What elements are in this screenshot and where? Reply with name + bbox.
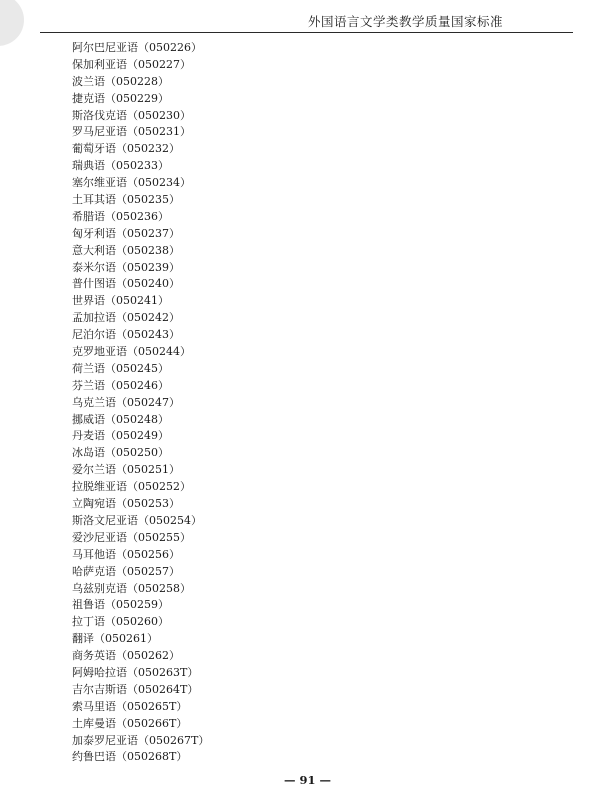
list-item: 吉尔吉斯语（050264T）	[72, 682, 199, 696]
list-item: 阿姆哈拉语（050263T）	[72, 665, 199, 679]
list-item: 马耳他语（050256）	[72, 547, 180, 561]
list-item: 匈牙利语（050237）	[72, 226, 180, 240]
list-item: 意大利语（050238）	[72, 243, 180, 257]
list-item: 保加利亚语（050227）	[72, 57, 191, 71]
list-item: 乌克兰语（050247）	[72, 395, 180, 409]
list-item: 立陶宛语（050253）	[72, 497, 180, 511]
list-item: 丹麦语（050249）	[72, 429, 169, 443]
list-item: 拉丁语（050260）	[72, 615, 169, 629]
list-item: 约鲁巴语（050268T）	[72, 750, 188, 764]
list-item: 塞尔维亚语（050234）	[72, 176, 191, 190]
page-corner-mark	[0, 0, 24, 46]
list-item: 普什图语（050240）	[72, 277, 180, 291]
list-item: 希腊语（050236）	[72, 209, 169, 223]
list-item: 哈萨克语（050257）	[72, 564, 180, 578]
list-item: 索马里语（050265T）	[72, 699, 188, 713]
list-item: 拉脱维亚语（050252）	[72, 480, 191, 494]
list-item: 芬兰语（050246）	[72, 378, 169, 392]
list-item: 乌兹别克语（050258）	[72, 581, 191, 595]
list-item: 泰米尔语（050239）	[72, 260, 180, 274]
list-item: 瑞典语（050233）	[72, 159, 169, 173]
list-item: 罗马尼亚语（050231）	[72, 125, 191, 139]
list-item: 克罗地亚语（050244）	[72, 345, 191, 359]
list-item: 爱尔兰语（050251）	[72, 463, 180, 477]
list-item: 斯洛文尼亚语（050254）	[72, 513, 202, 527]
list-item: 冰岛语（050250）	[72, 446, 169, 460]
list-item: 荷兰语（050245）	[72, 361, 169, 375]
list-item: 斯洛伐克语（050230）	[72, 108, 191, 122]
major-list	[72, 40, 209, 766]
list-item: 土库曼语（050266T）	[72, 716, 188, 730]
page-number: — 91 —	[283, 773, 331, 787]
running-header	[40, 10, 573, 33]
list-item: 捷克语（050229）	[72, 91, 169, 105]
list-item: 商务英语（050262）	[72, 649, 180, 663]
list-item: 尼泊尔语（050243）	[72, 328, 180, 342]
list-item: 波兰语（050228）	[72, 74, 169, 88]
list-item: 加泰罗尼亚语（050267T）	[72, 733, 210, 747]
list-item: 世界语（050241）	[72, 294, 169, 308]
list-item: 葡萄牙语（050232）	[72, 142, 180, 156]
list-item: 祖鲁语（050259）	[72, 598, 169, 612]
list-item: 挪威语（050248）	[72, 412, 169, 426]
list-item: 爱沙尼亚语（050255）	[72, 530, 191, 544]
list-item: 翻译（050261）	[72, 632, 158, 646]
list-item: 孟加拉语（050242）	[72, 311, 180, 325]
list-item: 阿尔巴尼亚语（050226）	[72, 41, 202, 54]
header-title: 外国语言文学类教学质量国家标准	[307, 14, 503, 29]
list-item: 土耳其语（050235）	[72, 193, 180, 207]
